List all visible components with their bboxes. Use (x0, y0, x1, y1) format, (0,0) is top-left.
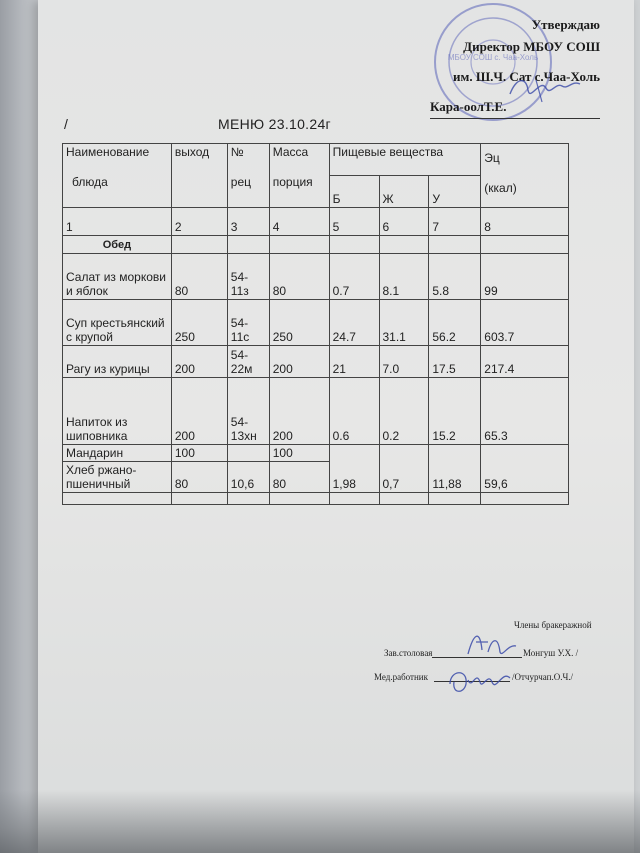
table-row (63, 378, 569, 445)
table-row (63, 254, 569, 300)
menu-table (62, 143, 569, 505)
header-output-cell: выход (171, 144, 227, 208)
section-label: Обед (63, 236, 172, 254)
canteen-signature (462, 624, 522, 664)
table-header-row-1 (63, 144, 569, 176)
col-number: 3 (227, 208, 269, 236)
dish-zh: 7.0 (379, 346, 429, 378)
stamp-text: МБОУ СОШ с. Чаа-Холь (447, 53, 539, 62)
approval-line-4: Кара-оолТ.Е. (430, 96, 600, 119)
dish-rec: 54-13хн (227, 378, 269, 445)
dish-b: 21 (329, 346, 379, 378)
dish-mass: 250 (269, 300, 329, 346)
dish-zh: 31.1 (379, 300, 429, 346)
col-number: 4 (269, 208, 329, 236)
header-b-cell: Б (329, 176, 379, 208)
approval-line-3: им. Ш.Ч. Сат с.Чаа-Холь (453, 69, 600, 84)
header-energy-cell: Эц (ккал) (481, 144, 569, 208)
dish-zh: 8.1 (379, 254, 429, 300)
dish-output: 200 (171, 346, 227, 378)
dish-mass: 200 (269, 378, 329, 445)
section-row (63, 236, 569, 254)
dish-b: 0.6 (329, 378, 379, 445)
dish-name: Хлеб ржано-пшеничный (63, 462, 172, 493)
table-row (63, 346, 569, 378)
dish-mass: 200 (269, 346, 329, 378)
dish-u: 15.2 (429, 378, 481, 445)
dish-rec: 54-22м (227, 346, 269, 378)
dish-b: 24.7 (329, 300, 379, 346)
dish-energy: 99 (481, 254, 569, 300)
dish-output: 100 (171, 445, 227, 462)
slash-mark: / (64, 116, 68, 132)
dish-u: 5.8 (429, 254, 481, 300)
commission-label: Члены бракеражной (514, 620, 592, 630)
table-row (63, 300, 569, 346)
dish-mass: 80 (269, 254, 329, 300)
dish-b: 0.7 (329, 254, 379, 300)
dish-name: Мандарин (63, 445, 172, 462)
header-rec-cell: № рец (227, 144, 269, 208)
dish-u: 17.5 (429, 346, 481, 378)
director-signature (506, 72, 586, 106)
column-number-row (63, 208, 569, 236)
dish-energy: 217.4 (481, 346, 569, 378)
header-zh-cell: Ж (379, 176, 429, 208)
dish-zh: 0,7 (379, 445, 429, 493)
dish-mass: 100 (269, 445, 329, 462)
dish-name: Салат из моркови и яблок (63, 254, 172, 300)
dish-name: Напиток из шиповника (63, 378, 172, 445)
dish-u: 11,88 (429, 445, 481, 493)
dish-rec (227, 445, 269, 462)
approval-line-2: Директор МБОУ СОШ (463, 39, 600, 54)
dish-mass: 80 (269, 462, 329, 493)
header-name-cell: Наименование блюда (63, 144, 172, 208)
canteen-label: Зав.столовая (384, 648, 433, 658)
empty-row (63, 493, 569, 505)
table-row (63, 445, 569, 462)
col-number: 7 (429, 208, 481, 236)
dish-rec: 54-11с (227, 300, 269, 346)
canteen-name: Монгуш У.Х. / (523, 648, 579, 658)
dish-name: Рагу из курицы (63, 346, 172, 378)
dish-energy: 65.3 (481, 378, 569, 445)
dish-output: 80 (171, 462, 227, 493)
medic-name: /Отчурчап.О.Ч./ (512, 672, 574, 682)
header-nutrients-cell: Пищевые вещества (329, 144, 481, 176)
header-mass-cell: Масса порция (269, 144, 329, 208)
dish-name: Суп крестьянский с крупой (63, 300, 172, 346)
dish-zh: 0.2 (379, 378, 429, 445)
col-number: 1 (63, 208, 172, 236)
col-number: 8 (481, 208, 569, 236)
dish-b: 1,98 (329, 445, 379, 493)
col-number: 6 (379, 208, 429, 236)
header-u-cell: У (429, 176, 481, 208)
col-number: 2 (171, 208, 227, 236)
approval-line-1: Утверждаю (531, 17, 600, 32)
medic-label: Мед.работник (374, 672, 428, 682)
menu-title: МЕНЮ 23.10.24г (218, 116, 331, 132)
dish-rec: 54-11з (227, 254, 269, 300)
dish-energy: 603.7 (481, 300, 569, 346)
medic-signature (446, 660, 516, 702)
dish-energy: 59,6 (481, 445, 569, 493)
col-number: 5 (329, 208, 379, 236)
dish-rec: 10,6 (227, 462, 269, 493)
dish-output: 250 (171, 300, 227, 346)
dish-u: 56.2 (429, 300, 481, 346)
dish-output: 80 (171, 254, 227, 300)
dish-output: 200 (171, 378, 227, 445)
